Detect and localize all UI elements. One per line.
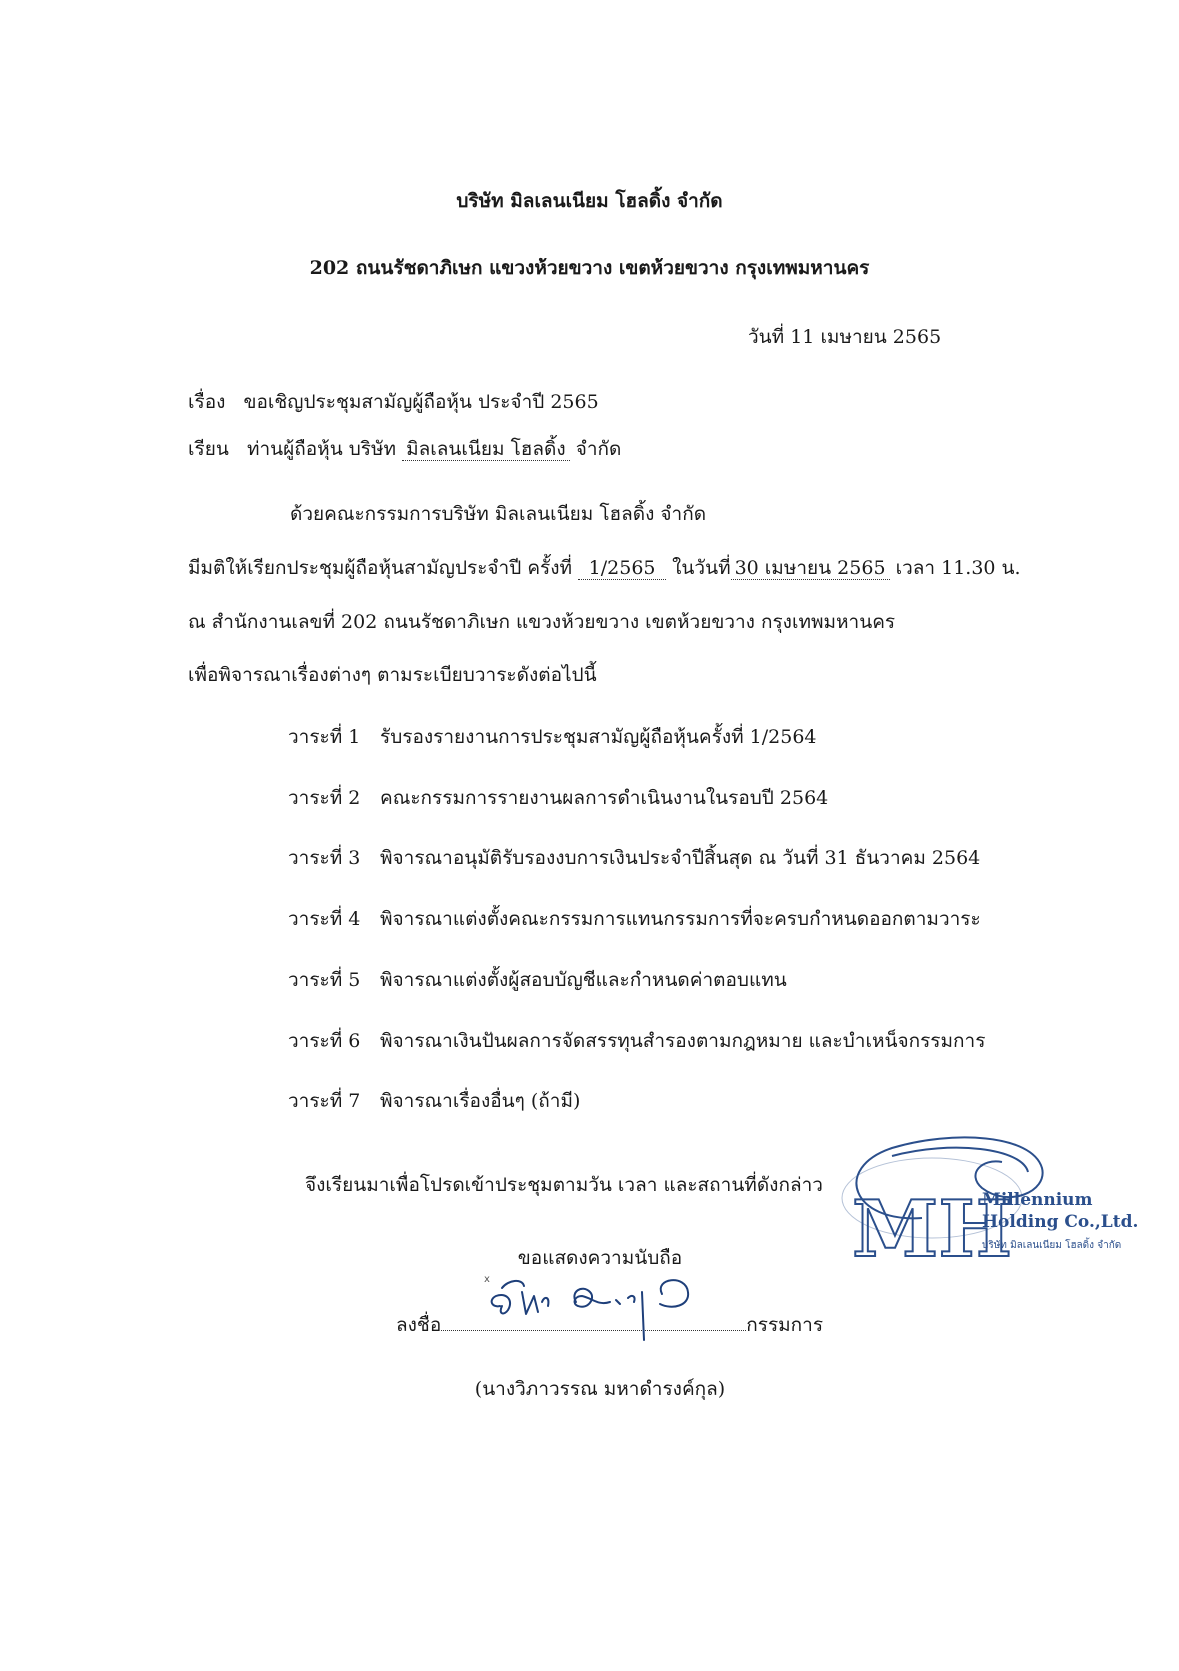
salutation-suffix: จำกัด [575,438,622,460]
subject-text: ขอเชิญประชุมสามัญผู้ถือหุ้น ประจำปี 2565 [243,391,599,413]
agenda-number: วาระที่ 4 [288,908,361,931]
agenda-text: พิจารณาอนุมัติรับรองงบการเงินประจำปีสิ้นสุด ณ วันที่ 31 ธันวาคม 2564 [380,847,981,870]
handwritten-signature [478,1262,738,1342]
agenda-text: พิจารณาเงินปันผลการจัดสรรทุนสำรองตามกฎหมาย และบำเหน็จกรรมการ [380,1029,986,1052]
body-line-4: เพื่อพิจารณาเรื่องต่างๆ ตามระเบียบวาระดังต่อไปนี้ [188,664,597,686]
agenda-number: วาระที่ 6 [288,1029,361,1052]
body-line-2-c: เวลา 11.30 น. [895,557,1021,579]
subject-label: เรื่อง [188,391,226,413]
agenda-item [288,722,1048,750]
letter-date: วันที่ 11 เมษายน 2565 [748,326,942,348]
salutation-prefix: ท่านผู้ถือหุ้น บริษัท [246,438,397,460]
stamp-monogram: MH [852,1184,1013,1275]
agenda-number: วาระที่ 2 [288,786,361,809]
signatory-name: (นางวิภาวรรณ มหาดำรงค์กุล) [474,1378,726,1400]
salutation-label: เรียน [188,438,229,460]
agenda-number: วาระที่ 3 [288,847,361,870]
agenda-item [288,965,1048,993]
body-line-2-b: ในวันที่ [672,557,731,579]
agenda-item [288,1086,1048,1114]
company-stamp [832,1128,1139,1292]
company-address: 202 ถนนรัชดาภิเษก แขวงห้วยขวาง เขตห้วยขวาง กรุงเทพมหานคร [309,257,870,279]
body-line-1: ด้วยคณะกรรมการบริษัท มิลเลนเนียม โฮลดิ้ง จำกัด [290,503,707,525]
svg-text:x: x [484,1274,490,1285]
salutation-line [188,434,621,464]
body-line-3: ณ สำนักงานเลขที่ 202 ถนนรัชดาภิเษก แขวงห้วยขวาง เขตห้วยขวาง กรุงเทพมหานคร [188,611,896,633]
stamp-name-2: Holding Co.,Ltd. [982,1212,1139,1232]
salutation-company: มิลเลนเนียม โฮลดิ้ง [402,439,570,461]
stamp-name-1: Millennium [982,1190,1093,1210]
agenda-text: พิจารณาเรื่องอื่นๆ (ถ้ามี) [380,1090,581,1113]
subject-line [188,387,599,417]
company-title: บริษัท มิลเลนเนียม โฮลดิ้ง จำกัด [456,190,723,212]
agenda-text: พิจารณาแต่งตั้งคณะกรรมการแทนกรรมการที่จะครบกำหนดออกตามวาระ [380,908,981,931]
agenda-number: วาระที่ 7 [288,1090,361,1113]
meeting-number: 1/2565 [578,558,666,580]
agenda-number: วาระที่ 5 [288,968,361,991]
meeting-date: 30 เมษายน 2565 [731,558,890,580]
agenda-number: วาระที่ 1 [288,726,361,748]
regards-line: ขอแสดงความนับถือ [517,1247,683,1269]
agenda-text: คณะกรรมการรายงานผลการดำเนินงานในรอบปี 2564 [380,786,829,809]
agenda-item [288,904,1048,932]
body-line-2-a: มีมติให้เรียกประชุมผู้ถือหุ้นสามัญประจำปี ครั้งที่ [188,557,573,579]
agenda-item [288,1026,1048,1054]
signature-role: กรรมการ [746,1314,824,1336]
signature-label: ลงชื่อ [396,1314,442,1336]
agenda-text: รับรองรายงานการประชุมสามัญผู้ถือหุ้นครั้งที่ 1/2564 [380,726,817,748]
closing-line: จึงเรียนมาเพื่อโปรดเข้าประชุมตามวัน เวลา และสถานที่ดังกล่าว [305,1174,823,1196]
stamp-name-thai: บริษัท มิลเลนเนียม โฮลดิ้ง จำกัด [982,1240,1122,1251]
agenda-item [288,783,1048,811]
body-line-2 [188,553,1021,583]
agenda-item [288,843,1048,871]
agenda-text: พิจารณาแต่งตั้งผู้สอบบัญชีและกำหนดค่าตอบแทน [380,968,787,991]
